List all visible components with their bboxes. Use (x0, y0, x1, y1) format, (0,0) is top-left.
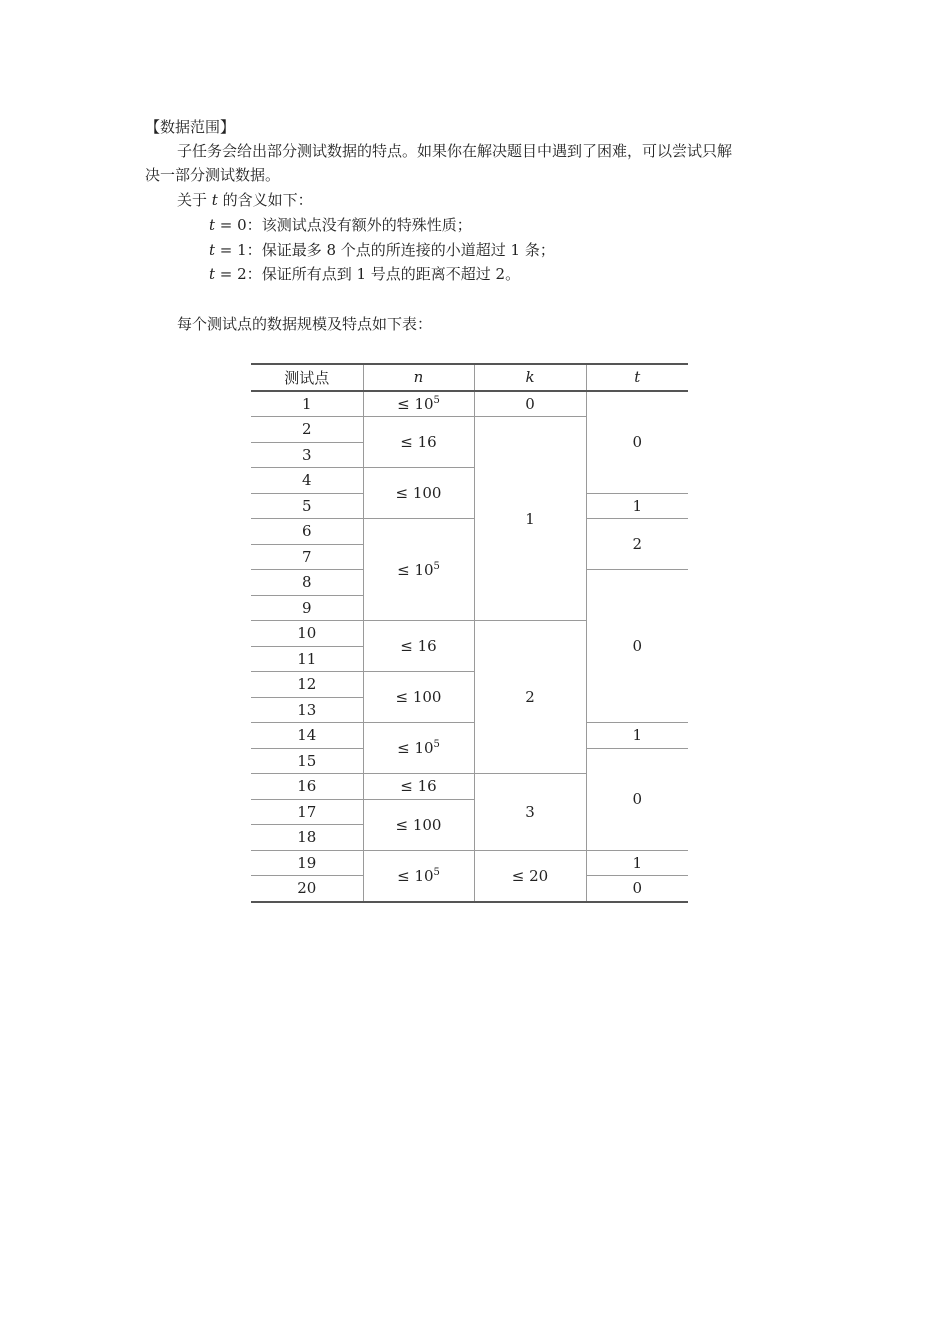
t-cell: 0 (586, 876, 688, 902)
test-id-cell: 1 (251, 391, 363, 417)
table-row (251, 723, 688, 749)
t-cell: 2 (586, 519, 688, 570)
intro-paragraph-line1: 子任务会给出部分测试数据的特点。如果你在解决题目中遇到了困难，可以尝试只解 (177, 142, 733, 160)
test-id-cell: 9 (251, 595, 363, 621)
test-id-cell: 7 (251, 544, 363, 570)
t-meaning-suffix: 的含义如下： (222, 191, 313, 209)
test-id-cell: 12 (251, 672, 363, 698)
n-cell: ≤ 100 (363, 468, 474, 519)
n-cell: ≤ 16 (363, 621, 474, 672)
test-id-cell: 20 (251, 876, 363, 902)
test-id-cell: 18 (251, 825, 363, 851)
test-id-cell: 4 (251, 468, 363, 494)
n-cell: ≤ $10^5$ (363, 850, 474, 902)
test-id-cell: 5 (251, 493, 363, 519)
test-id-cell: 13 (251, 697, 363, 723)
header-k: k (474, 364, 586, 391)
test-id-cell: 6 (251, 519, 363, 545)
t-cell: 0 (586, 391, 688, 494)
t-meaning-prefix: 关于 (177, 191, 208, 209)
t-variable: t (211, 191, 218, 209)
k-cell: 1 (474, 417, 586, 621)
intro-paragraph-line2: 决一部分测试数据。 (145, 166, 281, 184)
k-cell: ≤ 20 (474, 850, 586, 902)
t-cell: 0 (586, 748, 688, 850)
test-id-cell: 15 (251, 748, 363, 774)
n-cell: ≤ $10^5$ (363, 519, 474, 621)
test-id-cell: 11 (251, 646, 363, 672)
test-id-cell: 8 (251, 570, 363, 596)
header-n: n (363, 364, 474, 391)
table-row (251, 519, 688, 545)
header-test-id: 测试点 (251, 364, 363, 391)
k-cell: 0 (474, 391, 586, 417)
header-t: t (586, 364, 688, 391)
n-cell: ≤ $10^5$ (363, 391, 474, 417)
t-item-2: t = 2：保证所有点到 1 号点的距离不超过 2。 (209, 265, 521, 283)
n-cell: ≤ $10^5$ (363, 723, 474, 774)
data-range-table (251, 363, 688, 903)
t-meaning-intro (177, 190, 313, 210)
k-cell: 3 (474, 774, 586, 851)
test-id-cell: 19 (251, 850, 363, 876)
table-header-row (251, 364, 688, 391)
t-cell: 1 (586, 493, 688, 519)
test-id-cell: 17 (251, 799, 363, 825)
k-cell: 2 (474, 621, 586, 774)
n-cell: ≤ 16 (363, 417, 474, 468)
t-cell: 1 (586, 723, 688, 749)
table-intro: 每个测试点的数据规模及特点如下表： (177, 315, 433, 333)
test-id-cell: 10 (251, 621, 363, 647)
n-cell: ≤ 100 (363, 672, 474, 723)
test-id-cell: 2 (251, 417, 363, 443)
t-cell: 1 (586, 850, 688, 876)
n-cell: ≤ 100 (363, 799, 474, 850)
table-row (251, 391, 688, 417)
t-item-1: t = 1：保证最多 8 个点的所连接的小道超过 1 条； (209, 241, 555, 259)
section-heading: 【数据范围】 (145, 118, 236, 136)
t-cell: 0 (586, 570, 688, 723)
test-id-cell: 14 (251, 723, 363, 749)
n-cell: ≤ 16 (363, 774, 474, 800)
table-row (251, 850, 688, 876)
test-id-cell: 3 (251, 442, 363, 468)
test-id-cell: 16 (251, 774, 363, 800)
t-item-0: t = 0：该测试点没有额外的特殊性质； (209, 216, 472, 234)
